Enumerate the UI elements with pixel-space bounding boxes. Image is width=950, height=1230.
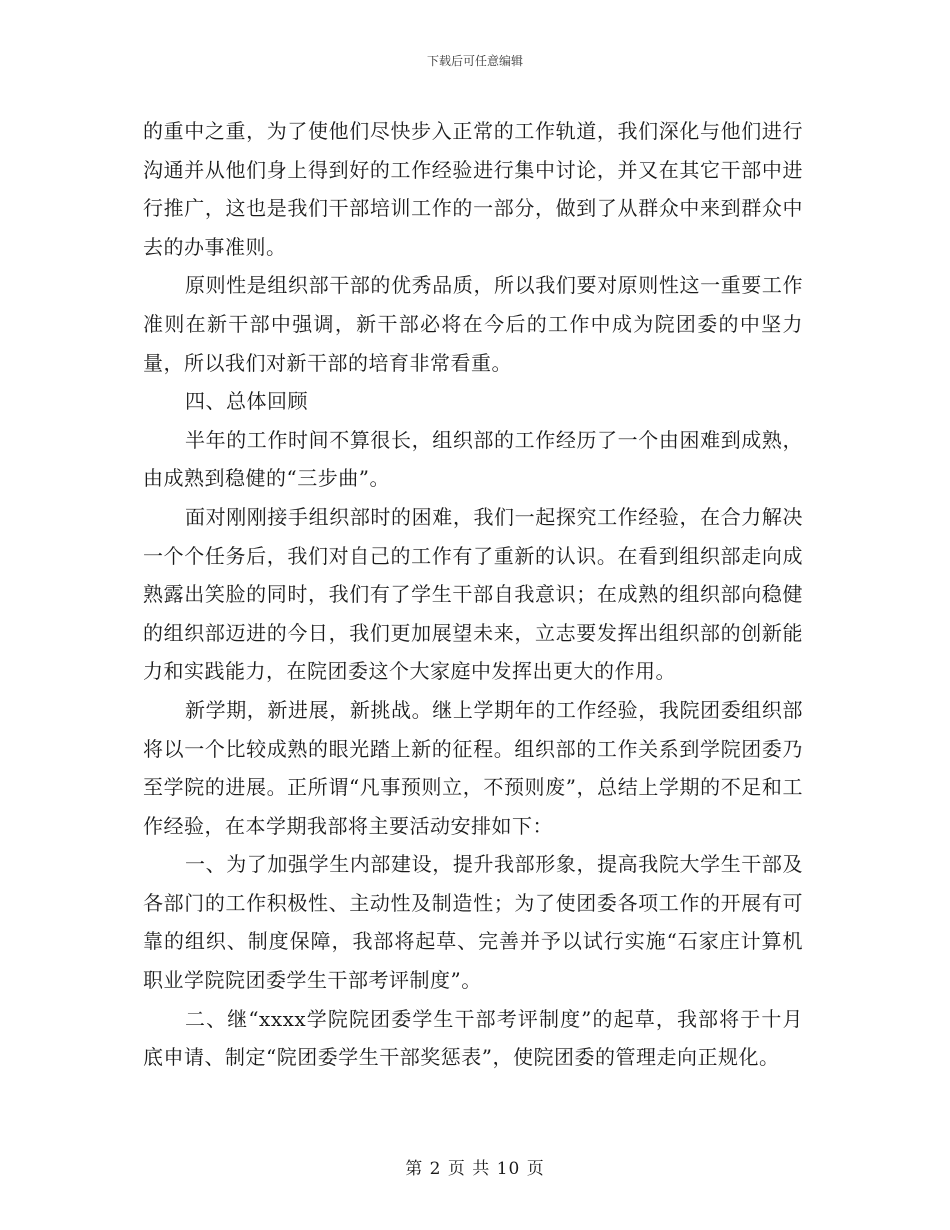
document-body [143,112,803,1077]
paragraph-item-one: 一、为了加强学生内部建设，提升我部形象，提高我院大学生干部及各部门的工作积极性、主动性及制造性；为了使团委各项工作的开展有可靠的组织、制度保障，我部将起草、完善并予以试行实施“石家庄计算机职业学院院团委学生干部考评制度”。 [143,852,803,993]
paragraph-half-year: 半年的工作时间不算很长，组织部的工作经历了一个由困难到成熟，由成熟到稳健的“三步曲”。 [143,427,803,491]
paragraph-difficulties: 面对刚刚接手组织部时的困难，我们一起探究工作经验，在合力解决一个个任务后，我们对自己的工作有了重新的认识。在看到组织部走向成熟露出笑脸的同时，我们有了学生干部自我意识；在成熟的组织部向稳健的组织部迈进的今日，我们更加展望未来，立志要发挥出组织部的创新能力和实践能力，在院团委这个大家庭中发挥出更大的作用。 [143,504,803,684]
paragraph-new-semester: 新学期，新进展，新挑战。继上学期年的工作经验，我院团委组织部将以一个比较成熟的眼光踏上新的征程。组织部的工作关系到学院团委乃至学院的进展。正所谓“凡事预则立，不预则废”，总结上学期的不足和工作经验，在本学期我部将主要活动安排如下： [143,697,803,838]
paragraph-principle: 原则性是组织部干部的优秀品质，所以我们要对原则性这一重要工作准则在新干部中强调，新干部必将在今后的工作中成为院团委的中坚力量，所以我们对新干部的培育非常看重。 [143,273,803,375]
paragraph-continuation: 的重中之重，为了使他们尽快步入正常的工作轨道，我们深化与他们进行沟通并从他们身上得到好的工作经验进行集中讨论，并又在其它干部中进行推广，这也是我们干部培训工作的一部分，做到了从群众中来到群众中去的办事准则。 [143,119,803,259]
page-header-note: 下载后可任意编辑 [426,54,523,68]
section-heading-overall-review: 四、总体回顾 [185,389,308,414]
paragraph-item-two: 二、继“xxxx学院院团委学生干部考评制度”的起草，我部将于十月底申请、制定“院团委学生干部奖惩表”，使院团委的管理走向正规化。 [143,1006,803,1070]
page-number-footer: 第 2 页 共 10 页 [405,1159,545,1179]
